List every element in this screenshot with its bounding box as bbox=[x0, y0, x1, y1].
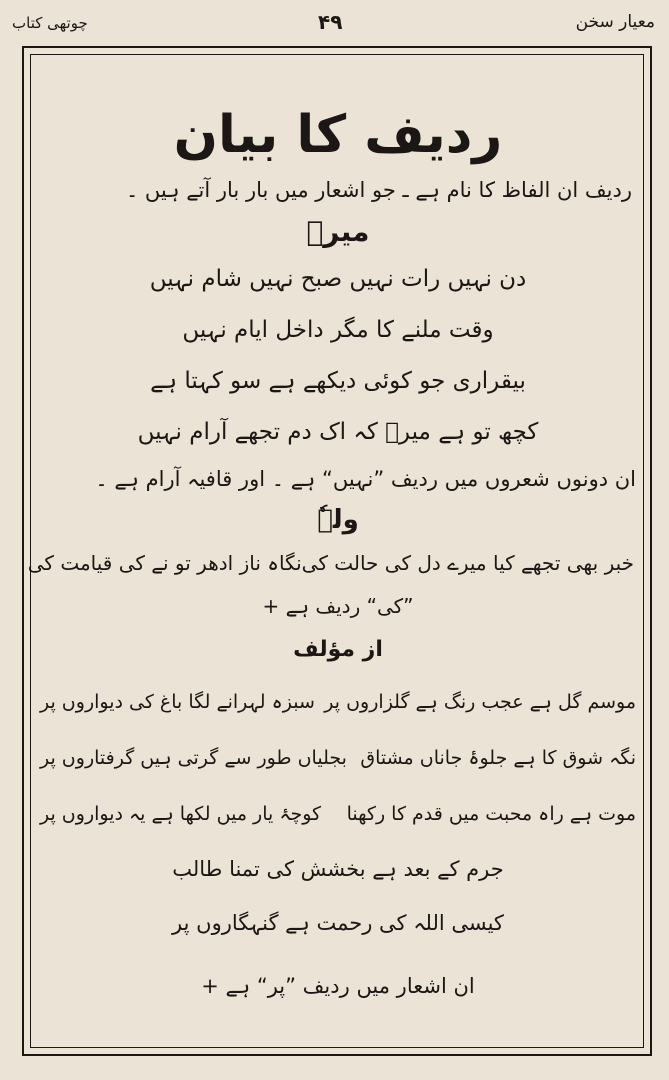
hemistich-second: سبزہ لہرانے لگا باغ کی دیواروں پر bbox=[40, 691, 315, 713]
page-number: ۴۹ bbox=[318, 10, 343, 34]
couplet-first-hemistich: خبر بھی تجھے کیا میرے دل کی حالت کی bbox=[301, 551, 634, 575]
final-radif-note: ان اشعار میں ردیف ”پر“ ہے + bbox=[201, 974, 475, 998]
ghazal-couplet bbox=[38, 786, 638, 842]
poet-name: میرؔ bbox=[306, 215, 370, 248]
hemistich-first: نگہ شوق کا ہے جلوۂ جاناں مشتاق bbox=[360, 747, 636, 769]
explanation-note: ان دونوں شعروں میں ردیف ”نہیں“ ہے ۔ اور قافیہ آرام ہے ۔ bbox=[95, 467, 636, 491]
page-header bbox=[0, 0, 669, 48]
verse-line: دن نہیں رات نہیں صبح نہیں شام نہیں bbox=[149, 266, 527, 292]
walah-heading: ولہٗ bbox=[317, 505, 359, 535]
verse-line: کچھ تو ہے میرؔ کہ اک دم تجھے آرام نہیں bbox=[137, 419, 539, 445]
verse-line: وقت ملنے کا مگر داخل ایام نہیں bbox=[182, 317, 494, 343]
radif-note: ”کی“ ردیف ہے + bbox=[262, 594, 414, 618]
chapter-title: ردیف کا بیان bbox=[173, 105, 503, 165]
couplet-second-hemistich: نگاہ ناز ادھر تو نے کی قیامت کی bbox=[27, 551, 302, 575]
hemistich-second: کوچۂ یار میں لکھا ہے یہ دیواروں پر bbox=[40, 803, 322, 825]
couplet bbox=[27, 540, 638, 586]
verse-line: بیقراری جو کوئی دیکھے ہے سو کہتا ہے bbox=[150, 368, 526, 394]
author-heading: از مؤلف bbox=[293, 637, 383, 662]
hemistich-first: موسم گل ہے عجب رنگ ہے گلزاروں پر bbox=[324, 691, 636, 713]
ghazal-couplet bbox=[38, 674, 638, 730]
ghazal-couplet bbox=[38, 730, 638, 786]
header-book-title: معیار سخن bbox=[575, 12, 655, 32]
centered-verse-line: کیسی اللہ کی رحمت ہے گنہگاروں پر bbox=[172, 911, 504, 935]
verse-block bbox=[38, 254, 638, 458]
centered-verse-line: جرم کے بعد ہے بخشش کی تمنا طالب bbox=[172, 857, 504, 881]
hemistich-first: موت ہے راہ محبت میں قدم کا رکھنا bbox=[346, 803, 636, 825]
intro-paragraph: ردیف ان الفاظ کا نام ہے ـ جو اشعار میں بار بار آتے ہیں ۔ bbox=[125, 178, 632, 202]
header-book-section: چوتھی کتاب bbox=[12, 14, 88, 32]
ghazal-block bbox=[38, 674, 638, 842]
hemistich-second: بجلیاں طور سے گرتی ہیں گرفتاروں پر bbox=[40, 747, 347, 769]
page-content bbox=[27, 60, 638, 1040]
